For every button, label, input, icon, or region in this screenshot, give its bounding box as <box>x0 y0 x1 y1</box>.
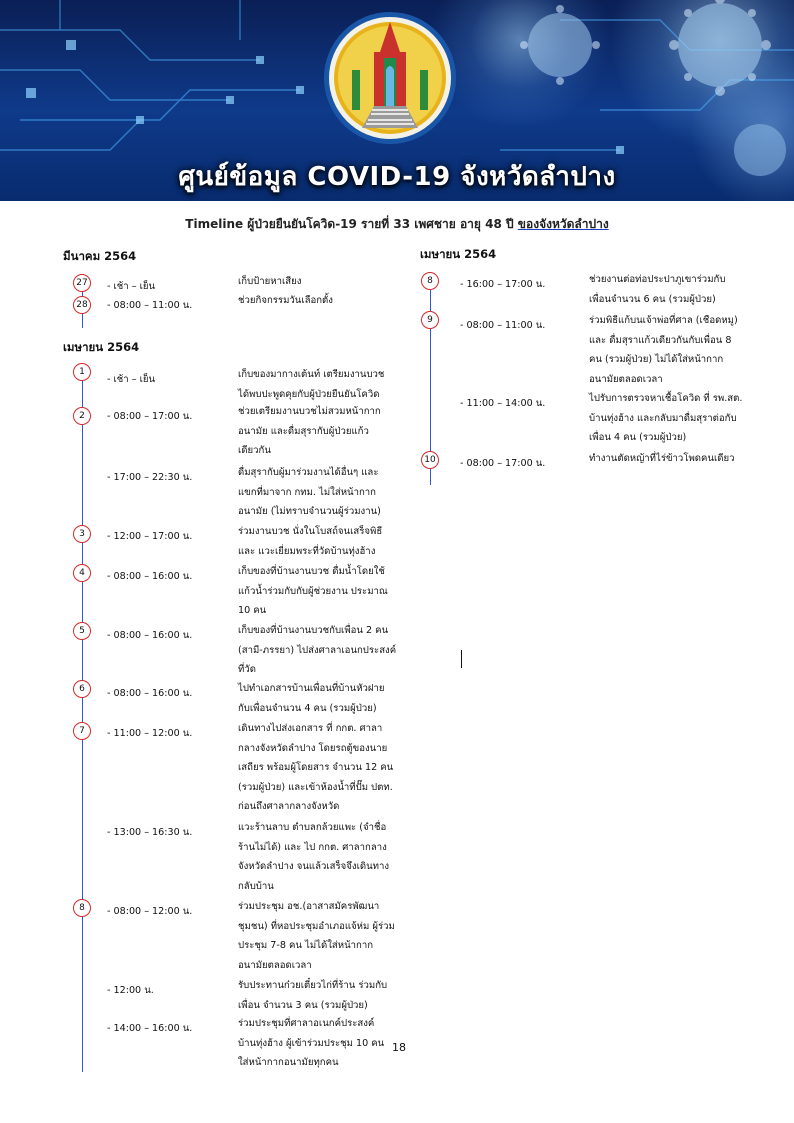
entry-description-line: ร่วมพิธีแก้บนเจ้าพ่อที่ศาล (เชือดหมู) <box>589 315 738 326</box>
entry-time: - 08:00 – 16:00 น. <box>107 630 193 641</box>
entry-description-line: และ แวะเยี่ยมพระที่วัดบ้านทุ่งฮ้าง <box>238 545 376 557</box>
entry-description <box>589 311 738 389</box>
provincial-seal-icon <box>322 10 458 146</box>
entry-time: - 14:00 – 16:00 น. <box>107 1023 193 1034</box>
entry-description-line: รับประทานก๋วยเตี๋ยวไก่ที่ร้าน ร่วมกับ <box>238 980 388 991</box>
entry-time: - 17:00 – 22:30 น. <box>107 472 193 483</box>
day-marker: 10 <box>421 451 439 469</box>
entry-description <box>238 621 396 680</box>
entry-description-line: แวะร้านลาบ ตำบลกล้วยแพะ (จำชื่อ <box>238 822 387 833</box>
entry-time: - เช้า – เย็น <box>107 374 156 385</box>
entry-description <box>238 818 389 896</box>
entry-time: - 13:00 – 16:30 น. <box>107 827 193 838</box>
entry-description-line: บ้านทุ่งฮ้าง และกลับมาดื่มสุราต่อกับ <box>589 412 737 424</box>
entry-description <box>238 679 385 718</box>
day-marker: 4 <box>73 564 91 582</box>
entry-description-line: กับเพื่อนจำนวน 4 คน (รวมผู้ป่วย) <box>238 702 377 714</box>
entry-description <box>238 291 333 311</box>
entry-description <box>589 270 725 309</box>
entry-time: - 08:00 – 16:00 น. <box>107 688 193 699</box>
entry-description-line: ช่วยงานต่อท่อประปาภูเขาร่วมกับ <box>589 274 726 285</box>
banner-title: ศูนย์ข้อมูล COVID-19 จังหวัดลำปาง <box>178 162 616 192</box>
entry-description-line: ไปรับการตรวจหาเชื้อโควิด ที่ รพ.สต. <box>589 393 743 404</box>
entry-description <box>238 522 382 561</box>
day-marker: 9 <box>421 311 439 329</box>
entry-description <box>238 272 301 292</box>
entry-description-line: เก็บของมากางเต้นท์ เตรียมงานบวช <box>238 369 385 380</box>
text-cursor <box>461 650 462 668</box>
entry-time: - 12:00 น. <box>107 985 154 996</box>
day-marker: 8 <box>73 899 91 917</box>
entry-time: - 08:00 – 17:00 น. <box>107 411 193 422</box>
entry-description-line: ไปทำเอกสารบ้านเพื่อนที่บ้านหัวฝาย <box>238 683 385 694</box>
entry-description <box>238 1014 384 1073</box>
entry-description-line: อนามัย และดื่มสุรากับผู้ป่วยแก้ว <box>238 425 369 437</box>
entry-description <box>238 365 384 404</box>
day-marker: 5 <box>73 622 91 640</box>
entry-description-line: ชุมชน) ที่หอประชุมอำเภอแจ้ห่ม ผู้ร่วม <box>238 920 395 932</box>
entry-description-line: เดียวกัน <box>238 445 271 456</box>
entry-description-line: เดินทางไปส่งเอกสาร ที่ กกต. ศาลา <box>238 723 383 734</box>
entry-description-line: เพื่อนจำนวน 6 คน (รวมผู้ป่วย) <box>589 293 716 305</box>
entry-description-line: ดื่มสุรากับผู้มาร่วมงานได้อื่นๆ และ <box>238 467 379 478</box>
entry-description-line: บ้านทุ่งฮ้าง ผู้เข้าร่วมประชุม 10 คน <box>238 1037 385 1049</box>
entry-description <box>238 719 393 817</box>
month-heading-april: เมษายน 2564 <box>63 340 140 354</box>
entry-description-line: 10 คน <box>238 605 267 616</box>
entry-description-line: ได้พบปะพูดคุยกับผู้ป่วยยืนยันโควิด <box>238 388 380 400</box>
entry-description-line: อนามัย (ไม่ทราบจำนวนผู้ร่วมงาน) <box>238 506 381 517</box>
entry-description-line: กลางจังหวัดลำปาง โดยรถตู้ของนาย <box>238 742 388 754</box>
entry-description-line: เก็บของที่บ้านงานบวช ดื่มน้ำโดยใช้ <box>238 566 385 577</box>
entry-description-line: ร่วมงานบวช นั่งในโบสถ์จนเสร็จพิธี <box>238 526 383 537</box>
entry-description-line: แขกที่มาจาก กทม. ไม่ใส่หน้ากาก <box>238 486 376 498</box>
timeline-title-province: ของจังหวัดลำปาง <box>517 217 609 231</box>
entry-description-line: ประชุม 7-8 คน ไม่ได้ใส่หน้ากาก <box>238 940 374 951</box>
timeline-title <box>0 215 794 234</box>
entry-description <box>589 389 742 448</box>
entry-description-line: ช่วยกิจกรรมวันเลือกตั้ง <box>238 295 333 306</box>
entry-time: - เช้า – เย็น <box>107 281 156 292</box>
entry-description <box>238 976 387 1015</box>
day-marker: 28 <box>73 296 91 314</box>
day-marker: 3 <box>73 525 91 543</box>
timeline-title-text: Timeline ผู้ป่วยยืนยันโควิด-19 รายที่ 33 เพศชาย อายุ 48 ปี <box>185 217 518 231</box>
day-marker: 7 <box>73 722 91 740</box>
entry-description-line: (สามี-ภรรยา) ไปส่งศาลาเอนกประสงค์ <box>238 644 397 656</box>
entry-description <box>238 562 388 621</box>
entry-description-line: ก่อนถึงศาลากลางจังหวัด <box>238 801 340 812</box>
entry-description-line: แก้วน้ำร่วมกับกับผู้ช่วยงาน ประมาณ <box>238 585 388 597</box>
entry-description <box>238 402 381 461</box>
entry-description-line: ร่วมประชุม อช.(อาสาสมัครพัฒนา <box>238 901 380 912</box>
day-marker: 1 <box>73 363 91 381</box>
entry-time: - 08:00 – 16:00 น. <box>107 571 193 582</box>
entry-description-line: จังหวัดลำปาง จนแล้วเสร็จจึงเดินทาง <box>238 861 390 872</box>
day-marker: 6 <box>73 680 91 698</box>
month-heading-march: มีนาคม 2564 <box>63 249 137 263</box>
entry-description-line: เพื่อน 4 คน (รวมผู้ป่วย) <box>589 432 687 443</box>
day-marker: 8 <box>421 272 439 290</box>
entry-description-line: อนามัยตลอดเวลา <box>589 373 663 385</box>
entry-description-line: อนามัยตลอดเวลา <box>238 959 312 971</box>
day-marker: 2 <box>73 407 91 425</box>
page-number: 18 <box>392 1041 406 1054</box>
entry-time: - 12:00 – 17:00 น. <box>107 531 193 542</box>
entry-description-line: ใส่หน้ากากอนามัยทุกคน <box>238 1057 339 1068</box>
month-heading-april-right: เมษายน 2564 <box>420 247 497 261</box>
header-banner <box>0 0 794 201</box>
entry-description <box>589 449 735 469</box>
entry-description-line: กลับบ้าน <box>238 880 274 892</box>
entry-description <box>238 463 381 522</box>
entry-description-line: เพื่อน จำนวน 3 คน (รวมผู้ป่วย) <box>238 999 368 1011</box>
entry-description <box>238 897 395 975</box>
entry-description-line: ร้านไม่ได้) และ ไป กกต. ศาลากลาง <box>238 841 387 853</box>
entry-time: - 08:00 – 11:00 น. <box>107 300 193 311</box>
entry-description-line: ร่วมประชุมที่ศาลาอเนกค์ประสงค์ <box>238 1018 375 1029</box>
entry-time: - 16:00 – 17:00 น. <box>460 279 546 290</box>
day-marker: 27 <box>73 274 91 292</box>
entry-description-line: เก็บป้ายหาเสียง <box>238 276 302 287</box>
entry-description-line: (รวมผู้ป่วย) และเข้าห้องน้ำที่ปั๊ม ปตท. <box>238 781 393 793</box>
entry-time: - 08:00 – 11:00 น. <box>460 320 546 331</box>
entry-description-line: ที่วัด <box>238 664 256 675</box>
entry-time: - 08:00 – 17:00 น. <box>460 458 546 469</box>
entry-time: - 08:00 – 12:00 น. <box>107 906 193 917</box>
entry-description-line: คน (รวมผู้ป่วย) ไม่ได้ใส่หน้ากาก <box>589 354 724 365</box>
entry-description-line: เสถียร พร้อมผู้โดยสาร จำนวน 12 คน <box>238 762 394 773</box>
entry-description-line: ช่วยเตรียมงานบวชไม่สวมหน้ากาก <box>238 406 381 417</box>
entry-time: - 11:00 – 14:00 น. <box>460 398 546 409</box>
entry-description-line: ทำงานตัดหญ้าที่ไร่ข้าวโพดคนเดียว <box>589 453 735 464</box>
entry-description-line: และ ดื่มสุราแก้วเดียวกันกับเพื่อน 8 <box>589 334 732 346</box>
entry-time: - 11:00 – 12:00 น. <box>107 728 193 739</box>
entry-description-line: เก็บของที่บ้านงานบวชกับเพื่อน 2 คน <box>238 625 389 636</box>
